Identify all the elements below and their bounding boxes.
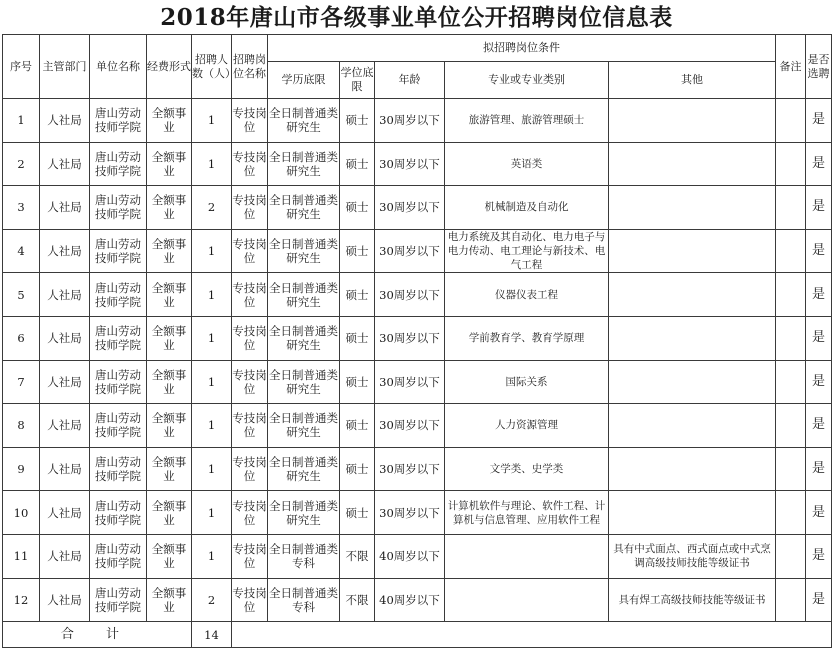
header-unit: 单位名称 — [90, 35, 147, 99]
table-row — [3, 316, 832, 360]
cell-funding: 全额事业 — [147, 99, 192, 143]
cell-selective: 是 — [806, 491, 832, 535]
cell-position: 专技岗位 — [232, 534, 268, 578]
cell-seq: 5 — [3, 273, 40, 317]
cell-count: 1 — [192, 229, 232, 273]
cell-major: 人力资源管理 — [445, 404, 609, 448]
cell-remark — [776, 360, 806, 404]
cell-position: 专技岗位 — [232, 578, 268, 622]
cell-age: 30周岁以下 — [375, 273, 445, 317]
cell-degree: 不限 — [340, 578, 375, 622]
cell-remark — [776, 142, 806, 186]
cell-major: 国际关系 — [445, 360, 609, 404]
cell-dept: 人社局 — [40, 229, 90, 273]
table-row — [3, 534, 832, 578]
header-age: 年龄 — [375, 62, 445, 99]
cell-degree: 硕士 — [340, 404, 375, 448]
cell-remark — [776, 99, 806, 143]
cell-seq: 10 — [3, 491, 40, 535]
cell-count: 1 — [192, 99, 232, 143]
cell-selective: 是 — [806, 142, 832, 186]
cell-position: 专技岗位 — [232, 229, 268, 273]
cell-age: 30周岁以下 — [375, 360, 445, 404]
cell-dept: 人社局 — [40, 491, 90, 535]
cell-education: 全日制普通类研究生 — [268, 229, 340, 273]
header-dept: 主管部门 — [40, 35, 90, 99]
cell-other — [609, 186, 776, 230]
cell-education: 全日制普通类研究生 — [268, 99, 340, 143]
cell-selective: 是 — [806, 186, 832, 230]
header-other: 其他 — [609, 62, 776, 99]
table-row — [3, 99, 832, 143]
cell-funding: 全额事业 — [147, 142, 192, 186]
cell-age: 30周岁以下 — [375, 316, 445, 360]
cell-degree: 硕士 — [340, 491, 375, 535]
recruitment-table — [2, 34, 832, 648]
cell-position: 专技岗位 — [232, 447, 268, 491]
cell-major: 文学类、史学类 — [445, 447, 609, 491]
cell-seq: 7 — [3, 360, 40, 404]
cell-funding: 全额事业 — [147, 578, 192, 622]
table-row — [3, 142, 832, 186]
cell-unit: 唐山劳动技师学院 — [90, 99, 147, 143]
cell-seq: 3 — [3, 186, 40, 230]
cell-other — [609, 229, 776, 273]
cell-funding: 全额事业 — [147, 186, 192, 230]
page-title: 2018年唐山市各级事业单位公开招聘岗位信息表 — [160, 4, 673, 31]
cell-count: 2 — [192, 578, 232, 622]
cell-seq: 6 — [3, 316, 40, 360]
cell-unit: 唐山劳动技师学院 — [90, 491, 147, 535]
cell-position: 专技岗位 — [232, 404, 268, 448]
cell-count: 1 — [192, 316, 232, 360]
cell-other: 具有焊工高级技师技能等级证书 — [609, 578, 776, 622]
cell-education: 全日制普通类研究生 — [268, 447, 340, 491]
cell-major: 计算机软件与理论、软件工程、计算机与信息管理、应用软件工程 — [445, 491, 609, 535]
cell-degree: 硕士 — [340, 316, 375, 360]
cell-major: 学前教育学、教育学原理 — [445, 316, 609, 360]
cell-major: 旅游管理、旅游管理硕士 — [445, 99, 609, 143]
cell-unit: 唐山劳动技师学院 — [90, 273, 147, 317]
cell-degree: 不限 — [340, 534, 375, 578]
cell-remark — [776, 316, 806, 360]
cell-funding: 全额事业 — [147, 316, 192, 360]
header-funding: 经费形式 — [147, 35, 192, 99]
cell-age: 30周岁以下 — [375, 142, 445, 186]
cell-age: 30周岁以下 — [375, 447, 445, 491]
cell-selective: 是 — [806, 273, 832, 317]
table-row — [3, 186, 832, 230]
cell-selective: 是 — [806, 404, 832, 448]
cell-other — [609, 447, 776, 491]
cell-other — [609, 99, 776, 143]
cell-major: 英语类 — [445, 142, 609, 186]
cell-selective: 是 — [806, 534, 832, 578]
cell-dept: 人社局 — [40, 534, 90, 578]
cell-degree: 硕士 — [340, 99, 375, 143]
cell-funding: 全额事业 — [147, 229, 192, 273]
cell-other — [609, 142, 776, 186]
table-row — [3, 578, 832, 622]
cell-major: 机械制造及自动化 — [445, 186, 609, 230]
cell-seq: 11 — [3, 534, 40, 578]
table-row — [3, 273, 832, 317]
cell-selective: 是 — [806, 229, 832, 273]
cell-count: 1 — [192, 491, 232, 535]
header-selective: 是否选聘 — [806, 35, 832, 99]
cell-remark — [776, 534, 806, 578]
table-row — [3, 360, 832, 404]
cell-funding: 全额事业 — [147, 447, 192, 491]
header-education: 学历底限 — [268, 62, 340, 99]
cell-remark — [776, 491, 806, 535]
cell-funding: 全额事业 — [147, 534, 192, 578]
cell-position: 专技岗位 — [232, 273, 268, 317]
cell-dept: 人社局 — [40, 186, 90, 230]
table-row — [3, 404, 832, 448]
cell-degree: 硕士 — [340, 229, 375, 273]
table-row — [3, 229, 832, 273]
cell-dept: 人社局 — [40, 360, 90, 404]
cell-age: 30周岁以下 — [375, 229, 445, 273]
cell-position: 专技岗位 — [232, 142, 268, 186]
cell-age: 30周岁以下 — [375, 404, 445, 448]
cell-remark — [776, 578, 806, 622]
cell-unit: 唐山劳动技师学院 — [90, 316, 147, 360]
cell-selective: 是 — [806, 447, 832, 491]
cell-major: 仪器仪表工程 — [445, 273, 609, 317]
cell-degree: 硕士 — [340, 142, 375, 186]
cell-position: 专技岗位 — [232, 360, 268, 404]
total-count: 14 — [192, 622, 232, 648]
cell-funding: 全额事业 — [147, 273, 192, 317]
cell-education: 全日制普通类研究生 — [268, 360, 340, 404]
cell-seq: 2 — [3, 142, 40, 186]
cell-count: 1 — [192, 273, 232, 317]
cell-major — [445, 578, 609, 622]
cell-remark — [776, 404, 806, 448]
cell-selective: 是 — [806, 578, 832, 622]
cell-education: 全日制普通类专科 — [268, 534, 340, 578]
cell-count: 1 — [192, 404, 232, 448]
cell-age: 30周岁以下 — [375, 99, 445, 143]
cell-other — [609, 404, 776, 448]
cell-funding: 全额事业 — [147, 404, 192, 448]
cell-dept: 人社局 — [40, 142, 90, 186]
cell-age: 30周岁以下 — [375, 491, 445, 535]
cell-education: 全日制普通类研究生 — [268, 404, 340, 448]
cell-other — [609, 273, 776, 317]
cell-dept: 人社局 — [40, 273, 90, 317]
cell-position: 专技岗位 — [232, 316, 268, 360]
cell-remark — [776, 229, 806, 273]
header-seq: 序号 — [3, 35, 40, 99]
total-label: 合 计 — [3, 622, 192, 648]
cell-dept: 人社局 — [40, 316, 90, 360]
total-empty — [232, 622, 832, 648]
header-major: 专业或专业类别 — [445, 62, 609, 99]
cell-other — [609, 360, 776, 404]
cell-education: 全日制普通类研究生 — [268, 316, 340, 360]
cell-dept: 人社局 — [40, 404, 90, 448]
cell-major: 电力系统及其自动化、电力电子与电力传动、电工理论与新技术、电气工程 — [445, 229, 609, 273]
cell-count: 1 — [192, 447, 232, 491]
cell-remark — [776, 273, 806, 317]
table-row — [3, 447, 832, 491]
cell-seq: 8 — [3, 404, 40, 448]
cell-age: 30周岁以下 — [375, 186, 445, 230]
header-position: 招聘岗位名称 — [232, 35, 268, 99]
cell-major — [445, 534, 609, 578]
cell-age: 40周岁以下 — [375, 534, 445, 578]
cell-count: 1 — [192, 142, 232, 186]
cell-degree: 硕士 — [340, 186, 375, 230]
cell-education: 全日制普通类研究生 — [268, 273, 340, 317]
cell-count: 1 — [192, 534, 232, 578]
cell-unit: 唐山劳动技师学院 — [90, 578, 147, 622]
cell-seq: 4 — [3, 229, 40, 273]
cell-education: 全日制普通类专科 — [268, 578, 340, 622]
cell-education: 全日制普通类研究生 — [268, 142, 340, 186]
header-remark: 备注 — [776, 35, 806, 99]
cell-unit: 唐山劳动技师学院 — [90, 404, 147, 448]
cell-funding: 全额事业 — [147, 491, 192, 535]
cell-age: 40周岁以下 — [375, 578, 445, 622]
cell-selective: 是 — [806, 99, 832, 143]
cell-unit: 唐山劳动技师学院 — [90, 447, 147, 491]
cell-selective: 是 — [806, 316, 832, 360]
cell-seq: 9 — [3, 447, 40, 491]
cell-unit: 唐山劳动技师学院 — [90, 360, 147, 404]
cell-remark — [776, 447, 806, 491]
cell-other — [609, 491, 776, 535]
header-count: 招聘人数（人） — [192, 35, 232, 99]
cell-unit: 唐山劳动技师学院 — [90, 534, 147, 578]
cell-selective: 是 — [806, 360, 832, 404]
cell-count: 1 — [192, 360, 232, 404]
cell-education: 全日制普通类研究生 — [268, 186, 340, 230]
header-degree: 学位底限 — [340, 62, 375, 99]
cell-other: 具有中式面点、西式面点或中式烹调高级技师技能等级证书 — [609, 534, 776, 578]
cell-remark — [776, 186, 806, 230]
header-conditions: 拟招聘岗位条件 — [268, 35, 776, 62]
cell-dept: 人社局 — [40, 578, 90, 622]
cell-degree: 硕士 — [340, 447, 375, 491]
cell-seq: 12 — [3, 578, 40, 622]
cell-position: 专技岗位 — [232, 186, 268, 230]
cell-count: 2 — [192, 186, 232, 230]
cell-degree: 硕士 — [340, 273, 375, 317]
cell-dept: 人社局 — [40, 99, 90, 143]
cell-position: 专技岗位 — [232, 99, 268, 143]
cell-dept: 人社局 — [40, 447, 90, 491]
cell-unit: 唐山劳动技师学院 — [90, 229, 147, 273]
cell-education: 全日制普通类研究生 — [268, 491, 340, 535]
cell-other — [609, 316, 776, 360]
cell-position: 专技岗位 — [232, 491, 268, 535]
table-row — [3, 491, 832, 535]
cell-seq: 1 — [3, 99, 40, 143]
cell-unit: 唐山劳动技师学院 — [90, 142, 147, 186]
cell-unit: 唐山劳动技师学院 — [90, 186, 147, 230]
cell-degree: 硕士 — [340, 360, 375, 404]
cell-funding: 全额事业 — [147, 360, 192, 404]
